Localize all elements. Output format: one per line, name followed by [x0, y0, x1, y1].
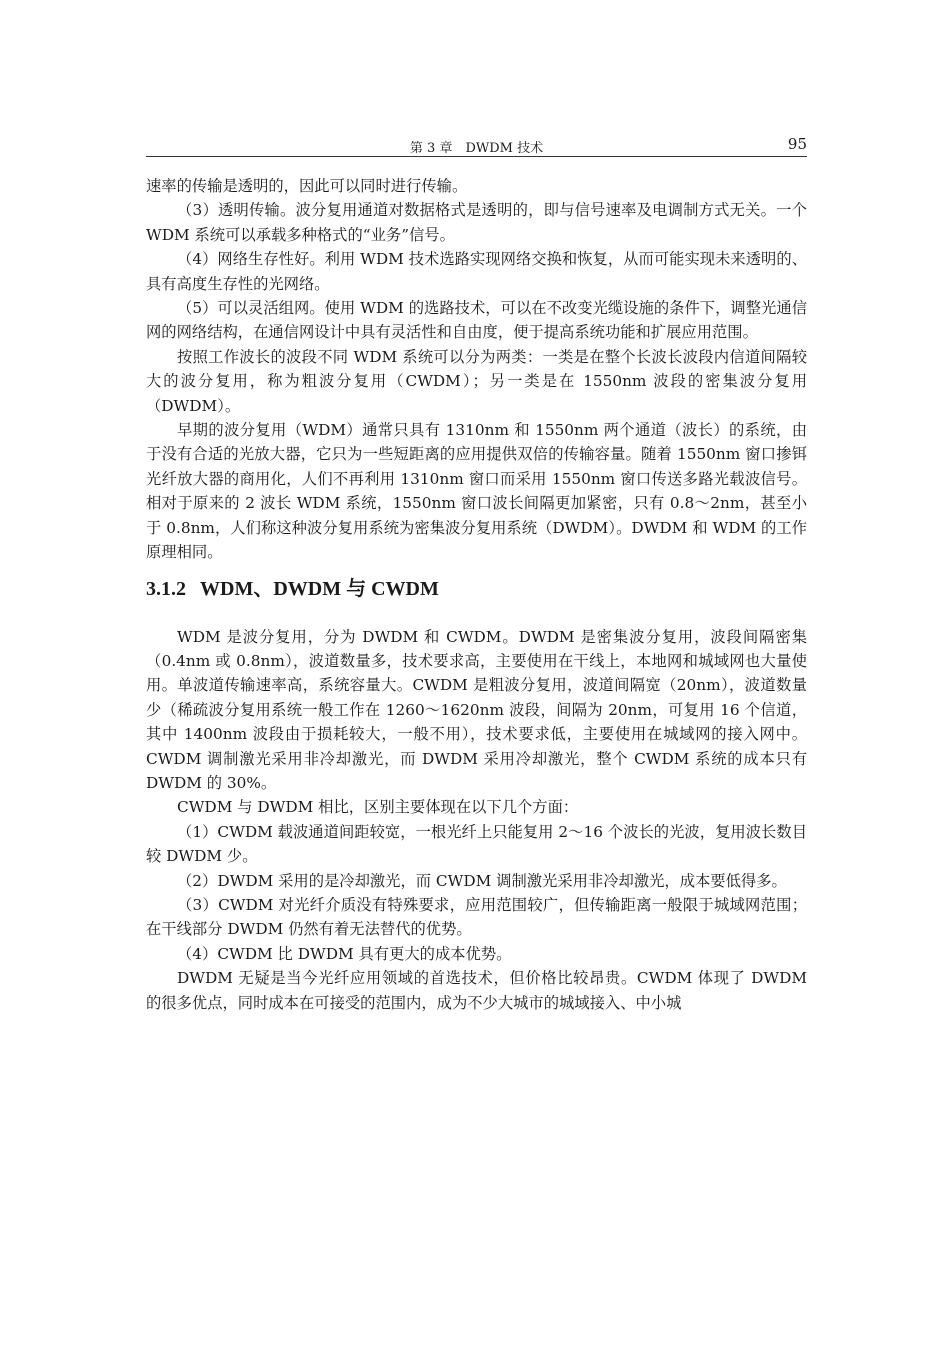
section-title: WDM、DWDM 与 CWDM — [200, 577, 439, 600]
paragraph: （3）透明传输。波分复用通道对数据格式是透明的，即与信号速率及电调制方式无关。一个 WDM 系统可以承载多种格式的“业务”信号。 — [146, 201, 807, 244]
paragraph: WDM 是波分复用，分为 DWDM 和 CWDM。DWDM 是密集波分复用，波段间隔密集（0.4nm 或 0.8nm），波道数量多，技术要求高，主要使用在干线上，本地网和城域网也大量使用。单波道传输速率高，系统容量大。CWDM 是粗波分复用，波道间隔宽（20nm），波道数量少（稀疏波分复用系统一般工作在 1260～1620nm 波段，间隔为 20nm，可复用 16 个信道，其中 1400nm 波段由于损耗较大，一般不用），技术要求低，主要使用在城域网的接入网中。CWDM 调制激光采用非冷却激光，而 DWDM 采用冷却激光，整个 CWDM 系统的成本只有 DWDM 的 30%。 — [146, 627, 807, 792]
list-item: （4）CWDM 比 DWDM 具有更大的成本优势。 — [177, 944, 512, 963]
body-text — [146, 174, 807, 1015]
paragraph: 按照工作波长的波段不同 WDM 系统可以分为两类：一类是在整个长波长波段内信道间隔较大的波分复用，称为粗波分复用（CWDM）；另一类是在 1550nm 波段的密集波分复用（DWDM）。 — [146, 347, 807, 415]
paragraph: 早期的波分复用（WDM）通常只具有 1310nm 和 1550nm 两个通道（波长）的系统，由于没有合适的光放大器，它只为一些短距离的应用提供双倍的传输容量。随着 1550nm 窗口掺铒光纤放大器的商用化，人们不再利用 1310nm 窗口而采用 1550nm 窗口传送多路光载波信号。相对于原来的 2 波长 WDM 系统，1550nm 窗口波长间隔更加紧密，只有 0.8～2nm，甚至小于 0.8nm，人们称这种波分复用系统为密集波分复用系统（DWDM）。DWDM 和 WDM 的工作原理相同。 — [146, 421, 807, 562]
section-number: 3.1.2 — [146, 577, 186, 600]
paragraph: （5）可以灵活组网。使用 WDM 的选路技术，可以在不改变光缆设施的条件下，调整光通信网的网络结构，在通信网设计中具有灵活性和自由度，便于提高系统功能和扩展应用范围。 — [146, 299, 807, 342]
paragraph: 速率的传输是透明的，因此可以同时进行传输。 — [146, 177, 468, 195]
list-item: （2）DWDM 采用的是冷却激光，而 CWDM 调制激光采用非冷却激光，成本要低得多。 — [177, 871, 787, 890]
chapter-title: 第 3 章 DWDM 技术 — [409, 141, 544, 156]
page-number: 95 — [787, 135, 807, 153]
running-header — [146, 134, 807, 157]
paragraph: DWDM 无疑是当今光纤应用领域的首选技术，但价格比较昂贵。CWDM 体现了 DWDM 的很多优点，同时成本在可接受的范围内，成为不少大城市的城域接入、中小城 — [146, 969, 807, 1012]
paragraph: （4）网络生存性好。利用 WDM 技术选路实现网络交换和恢复，从而可能实现未来透明的、具有高度生存性的光网络。 — [146, 250, 807, 293]
list-item: （1）CWDM 载波通道间距较宽，一根光纤上只能复用 2～16 个波长的光波，复用波长数目较 DWDM 少。 — [146, 822, 807, 866]
section-heading — [146, 575, 807, 603]
list-item: （3）CWDM 对光纤介质没有特殊要求，应用范围较广，但传输距离一般限于城域网范围；在干线部分 DWDM 仍然有着无法替代的优势。 — [146, 895, 807, 939]
paragraph: CWDM 与 DWDM 相比，区别主要体现在以下几个方面： — [177, 798, 579, 817]
